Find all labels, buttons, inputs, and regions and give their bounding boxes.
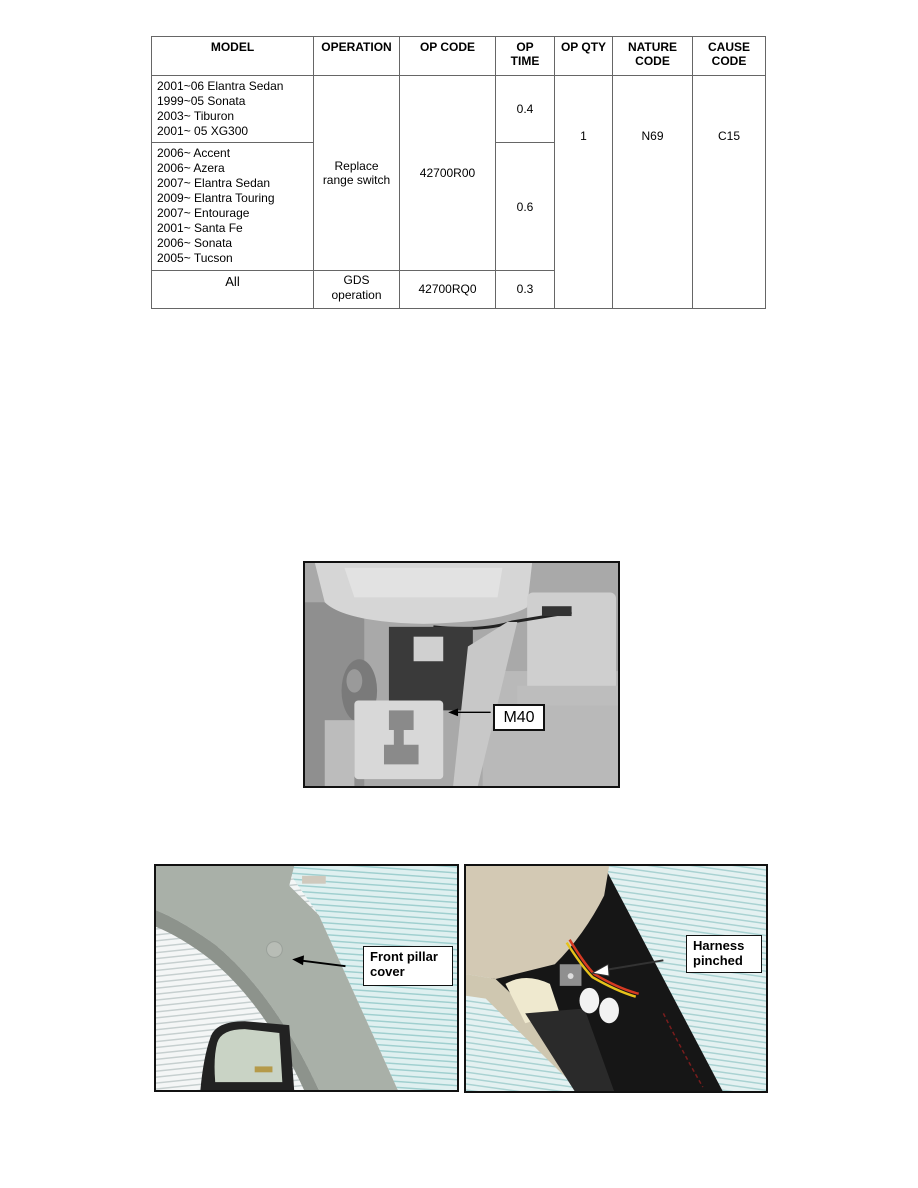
header-op-qty [555, 37, 613, 76]
header-op-time-line1: OP [516, 40, 534, 54]
model-item: 2003~ Tiburon [157, 109, 235, 124]
model-item: 1999~05 Sonata [157, 94, 246, 109]
header-nature-line2: CODE [635, 54, 670, 68]
cause-code-cell [693, 76, 766, 309]
header-op-qty-label: OP QTY [560, 40, 607, 54]
nature-code-cell [613, 76, 693, 309]
replace-op-code-cell [400, 76, 496, 271]
front-pillar-label-line2: cover [370, 964, 405, 979]
replace-operation-cell [314, 76, 400, 271]
gds-op-code-cell [400, 270, 496, 308]
shifter-photo-image [305, 563, 618, 786]
model-item: 2006~ Sonata [157, 236, 233, 251]
gds-operation-cell [314, 270, 400, 308]
front-pillar-photo [154, 864, 459, 1092]
op-code-value: 42700R00 [419, 165, 476, 180]
operation-line2: range switch [322, 172, 391, 187]
gds-op-time-cell [496, 270, 555, 308]
m40-label: M40 [503, 709, 535, 726]
front-pillar-label-line1: Front pillar [370, 949, 438, 964]
model-item: 2006~ Azera [157, 161, 225, 176]
shifter-photo [303, 561, 620, 788]
m40-callout [493, 704, 545, 731]
all-models-cell [152, 270, 314, 308]
operation-line1: Replace [334, 158, 379, 173]
op-time-value: 0.6 [516, 199, 534, 214]
model-item: 2001~06 Elantra Sedan [157, 79, 284, 94]
model-item: 2006~ Accent [157, 146, 231, 161]
operation-line1: GDS [343, 272, 370, 287]
labor-operation-table [151, 36, 766, 309]
table-row [152, 76, 766, 143]
front-pillar-callout [363, 946, 453, 986]
header-op-code [400, 37, 496, 76]
op-code-value: 42700RQ0 [418, 282, 477, 297]
operation-line2: operation [331, 287, 382, 302]
model-item: 2009~ Elantra Touring [157, 191, 275, 206]
model-item: 2007~ Elantra Sedan [157, 176, 271, 191]
model-item: 2007~ Entourage [157, 206, 250, 221]
header-cause-line1: CAUSE [707, 40, 750, 54]
harness-callout [686, 935, 762, 973]
header-op-code-label: OP CODE [419, 40, 476, 54]
header-cause-code [693, 37, 766, 76]
header-nature-line1: NATURE [627, 40, 678, 54]
op-time-value: 0.3 [516, 282, 534, 297]
header-model [152, 37, 314, 76]
group1-models-cell [152, 76, 314, 143]
header-operation-label: OPERATION [321, 40, 392, 54]
table-header-row [152, 37, 766, 76]
model-all-value: All [225, 273, 240, 289]
op-qty-value: 1 [580, 129, 587, 144]
header-operation [314, 37, 400, 76]
model-item: 2001~ Santa Fe [157, 221, 243, 236]
nature-code-value: N69 [641, 129, 664, 144]
harness-label-line1: Harness [693, 938, 745, 953]
header-op-time [496, 37, 555, 76]
model-item: 2005~ Tucson [157, 251, 233, 266]
harness-photo-image [466, 866, 766, 1091]
op-time-value: 0.4 [516, 102, 534, 117]
model-item: 2001~ 05 XG300 [157, 124, 249, 139]
header-model-label: MODEL [210, 40, 255, 54]
header-op-time-line2: TIME [510, 54, 540, 68]
header-cause-line2: CODE [711, 54, 747, 68]
group1-op-time-cell [496, 76, 555, 143]
group2-op-time-cell [496, 143, 555, 270]
cause-code-value: C15 [717, 129, 740, 144]
header-nature-code [613, 37, 693, 76]
harness-label-line2: pinched [693, 953, 743, 968]
group2-models-cell [152, 143, 314, 270]
op-qty-cell [555, 76, 613, 309]
harness-photo [464, 864, 768, 1093]
